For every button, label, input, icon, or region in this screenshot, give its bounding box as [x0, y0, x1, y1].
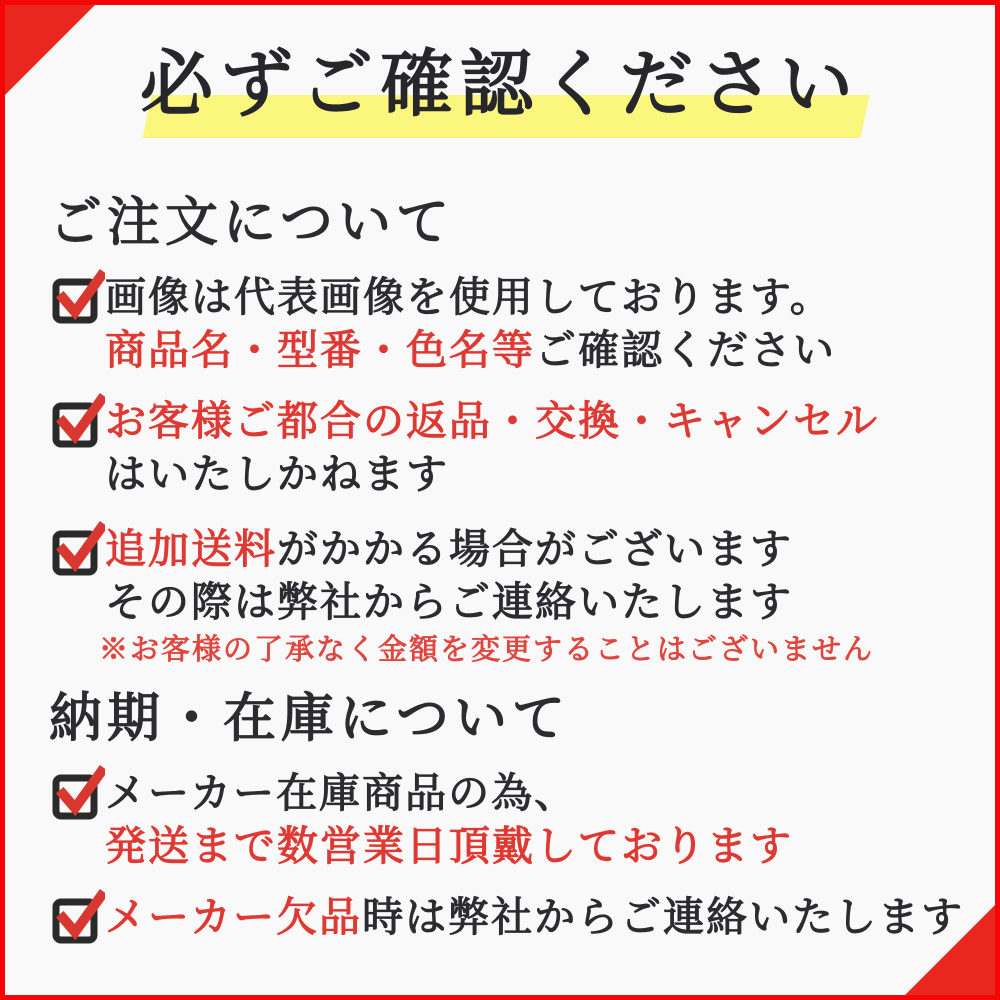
price-change-disclaimer: ※お客様の了承なく金額を変更することはございません	[99, 632, 875, 666]
checkbox-checked-icon	[51, 267, 105, 325]
notice-item-no-returns	[51, 395, 975, 501]
item-text-segment: がかかる場合がございます	[277, 525, 793, 573]
section-heading-order: ご注文について	[49, 191, 454, 253]
notice-item-maker-out-of-stock	[51, 891, 975, 944]
notice-item-maker-stock	[51, 767, 975, 873]
item-text-segment: ご確認ください	[535, 326, 836, 374]
page-title-block	[5, 41, 995, 129]
item-text-segment: その際は弊社からご連絡いたします	[105, 578, 793, 626]
item-text	[105, 767, 975, 873]
notice-item-extra-shipping	[51, 523, 975, 629]
item-text-segment-red: 商品名・型番・色名等	[105, 326, 535, 374]
checkbox-checked-icon	[51, 887, 105, 945]
item-text-segment-red: 追加送料	[105, 525, 277, 573]
notice-item-representative-image	[51, 271, 975, 377]
section-heading-delivery-stock: 納期・在庫について	[49, 687, 570, 749]
item-text-segment-red: 発送まで数営業日頂戴しております	[105, 822, 793, 870]
item-text	[105, 891, 975, 944]
item-text-segment: はいたしかねます	[105, 450, 449, 498]
item-text-segment-red: お客様ご都合の返品・交換・キャンセル	[105, 397, 879, 445]
item-text-segment: 時は弊社からご連絡いたします	[362, 893, 965, 941]
checkbox-checked-icon	[51, 763, 105, 821]
item-text-segment: 画像は代表画像を使用しております。	[105, 273, 833, 321]
checkbox-checked-icon	[51, 391, 105, 449]
item-text	[105, 271, 975, 377]
checkbox-checked-icon	[51, 519, 105, 577]
page-title: 必ずご確認ください	[140, 41, 860, 127]
item-text-segment: メーカー在庫商品の為、	[105, 769, 578, 817]
item-text-segment-red: メーカー欠品	[105, 893, 363, 941]
item-text	[105, 395, 975, 501]
item-text	[105, 523, 975, 629]
